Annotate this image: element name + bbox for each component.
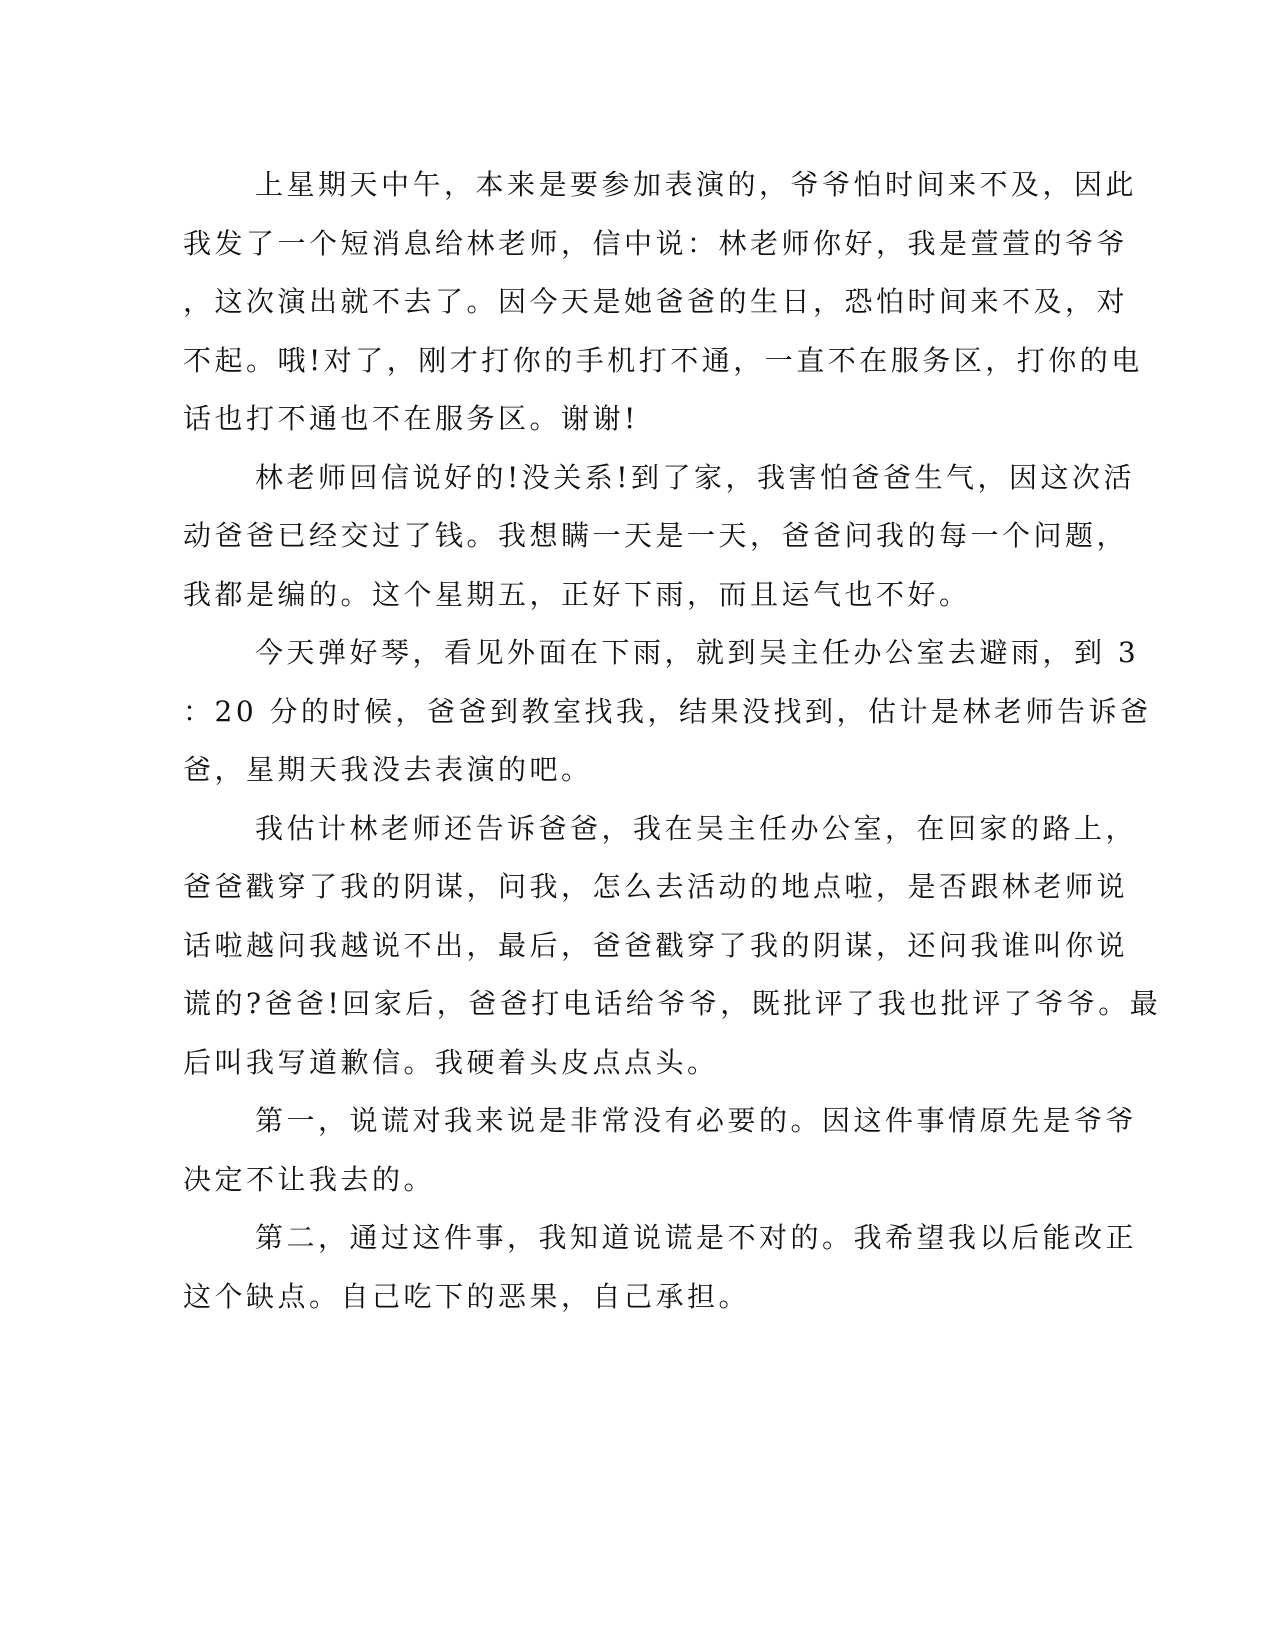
text-line: 第一，说谎对我来说是非常没有必要的。因这件事情原先是爷爷 xyxy=(255,1104,1138,1137)
text-line: 我估计林老师还告诉爸爸，我在吴主任办公室，在回家的路上， xyxy=(255,811,1138,845)
letter-body xyxy=(183,156,1162,1326)
text-line: 决定不让我去的。 xyxy=(183,1162,436,1196)
text-line: 爸爸戳穿了我的阴谋，问我，怎么去活动的地点啦，是否跟林老师说 xyxy=(183,870,1129,903)
text-line: 话啦越问我越说不出，最后，爸爸戳穿了我的阴谋，还问我谁叫你说 xyxy=(183,928,1129,962)
text-line: 林老师回信说好的!没关系!到了家，我害怕爸爸生气，因这次活 xyxy=(255,460,1136,494)
text-line: 今天弹好琴，看见外面在下雨，就到吴主任办公室去避雨，到 3 xyxy=(255,636,1140,669)
text-line: 话也打不通也不在服务区。谢谢! xyxy=(183,402,639,435)
text-line: 动爸爸已经交过了钱。我想瞒一天是一天，爸爸问我的每一个问题， xyxy=(183,519,1129,552)
text-line: ，这次演出就不去了。因今天是她爸爸的生日，恐怕时间来不及，对 xyxy=(183,285,1129,318)
text-line: 不起。哦!对了，刚才打你的手机打不通，一直不在服务区，打你的电 xyxy=(183,343,1143,377)
text-line: 这个缺点。自己吃下的恶果，自己承担。 xyxy=(183,1279,751,1313)
text-line: ：20 分的时候，爸爸到教室找我，结果没找到，估计是林老师告诉爸 xyxy=(183,694,1152,728)
text-line: 我都是编的。这个星期五，正好下雨，而且运气也不好。 xyxy=(183,577,971,611)
text-line: 第二，通过这件事，我知道说谎是不对的。我希望我以后能改正 xyxy=(255,1221,1138,1254)
text-line: 上星期天中午，本来是要参加表演的，爷爷怕时间来不及，因此 xyxy=(255,168,1138,201)
text-line: 我发了一个短消息给林老师，信中说：林老师你好，我是萱萱的爷爷 xyxy=(183,226,1129,260)
text-line: 谎的?爸爸!回家后，爸爸打电话给爷爷，既批评了我也批评了爷爷。最 xyxy=(183,987,1162,1020)
text-line: 后叫我写道歉信。我硬着头皮点点头。 xyxy=(183,1045,719,1079)
text-line: 爸，星期天我没去表演的吧。 xyxy=(183,753,593,786)
